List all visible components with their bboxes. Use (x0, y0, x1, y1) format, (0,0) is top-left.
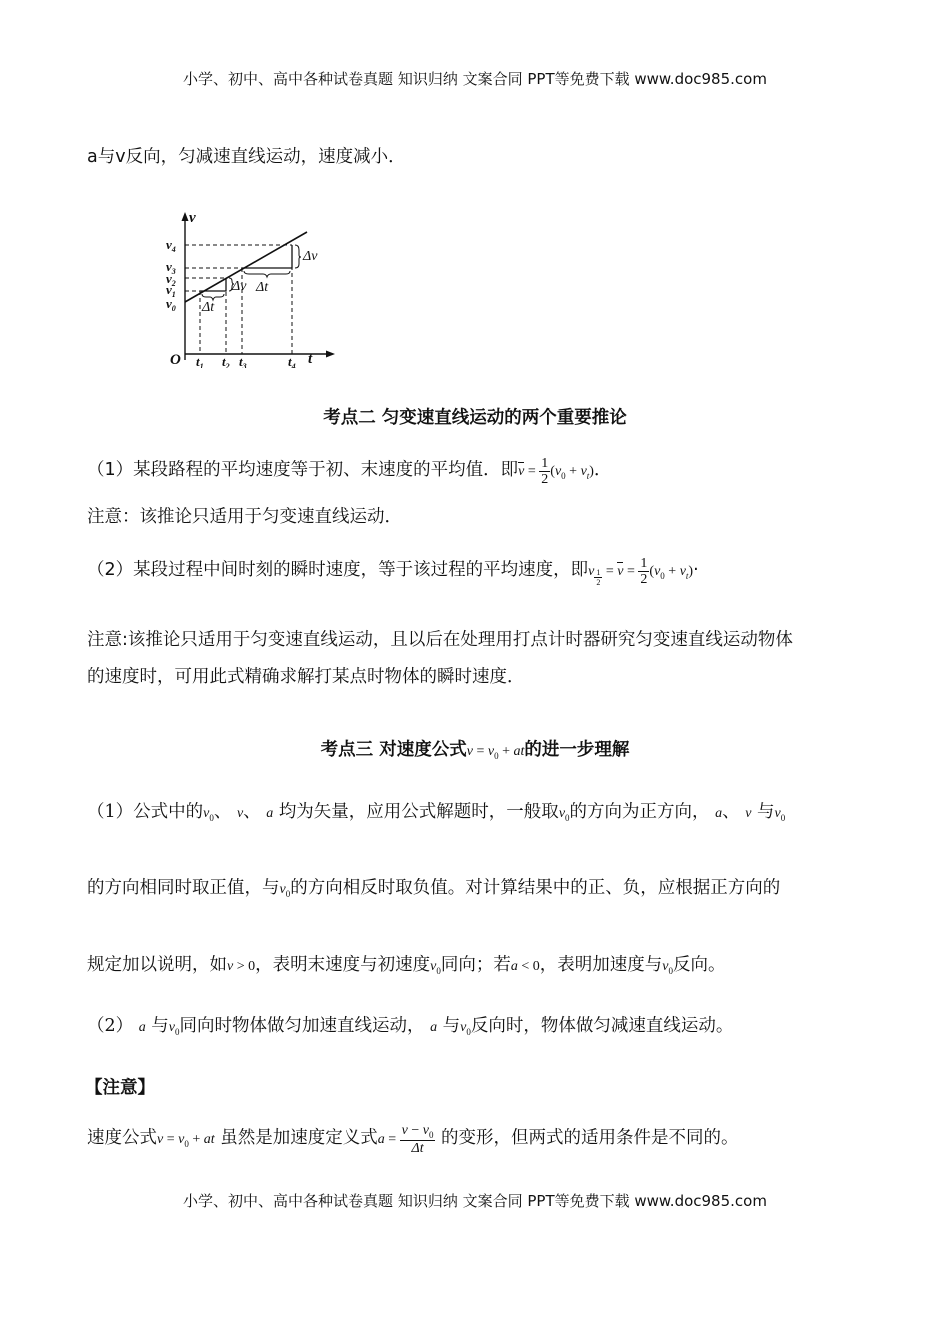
x-axis-arrow (326, 351, 335, 358)
y-axis-label: v (189, 210, 196, 226)
note-title: 【注意】 (85, 1078, 155, 1098)
t3-label: $t_3$ (239, 354, 247, 368)
v2-label: $v_2$ (166, 271, 176, 288)
t4-label: $t_4$ (288, 354, 296, 368)
x-axis-label: t (308, 351, 313, 367)
y-axis-arrow (182, 212, 189, 221)
section3-title: 考点三 对速度公式$v = v_0$ + at的进一步理解 (320, 740, 630, 761)
v4-label: $v_4$ (166, 237, 176, 254)
section2-p1: （1）某段路程的平均速度等于初、末速度的平均值．即v = $\frac{1}{2}$ $(v_0 + v_t)$． (87, 456, 612, 487)
section3-line4: （2） a 与$v_0$同向时物体做匀加速直线运动， a 与$v_0$反向时，物体做匀减速直线运动。 (87, 1016, 734, 1037)
section3-line2: 的方向相同时取正值，与$v_0$的方向相反时取负值。对计算结果中的正、负，应根据正方向的 (87, 878, 781, 899)
origin-label: O (170, 352, 181, 368)
formula-avg-velocity: v = $\frac{1}{2}$ $(v_0 + v_t)$ (518, 456, 594, 487)
section2-p2: （2）某段过程中间时刻的瞬时速度，等于该过程的平均速度，即v $\frac{1}{2}$ = v = $\frac{1}{2}$ $(v_0 + v_t)\cdot$ (87, 556, 699, 588)
note-text: 速度公式$v = v_0$ + at 虽然是加速度定义式a = $\frac{v - v_0}{\Delta t}$ 的变形，但两式的适用条件是不同的。 (87, 1123, 739, 1156)
page-footer: 小学、初中、高中各种试卷真题 知识归纳 文案合同 PPT等免费下载 www.doc985.com (183, 1192, 767, 1210)
page-header: 小学、初中、高中各种试卷真题 知识归纳 文案合同 PPT等免费下载 www.doc985.com (183, 70, 767, 88)
section2-title: 考点二 匀变速直线运动的两个重要推论 (323, 408, 627, 428)
v3-label: $v_3$ (166, 259, 176, 276)
t2-label: $t_2$ (222, 354, 230, 368)
section3-line3: 规定加以说明，如v > 0，表明末速度与初速度$v_0$同向；若a < 0，表明加速度与$v_0$反向。 (87, 955, 726, 976)
section2-note1: 注意：该推论只适用于匀变速直线运动． (87, 507, 402, 527)
section3-line1: （1）公式中的$v_0$、 v、 a 均为矢量，应用公式解题时，一般取$v_0$的方向为正方向， a、 v 与$v_0$ (87, 802, 786, 823)
dv-big-brace (295, 245, 301, 268)
velocity-time-graph (160, 208, 340, 368)
v0-label: $v_0$ (166, 296, 176, 313)
intro-text: a与v反向，匀减速直线运动，速度减小． (87, 147, 406, 167)
dt-big-brace (244, 271, 290, 277)
dt-big-label: Δt (256, 280, 269, 295)
formula-mid-velocity: v $\frac{1}{2}$ = v = $\frac{1}{2}$ $(v_0 + v_t)$ (588, 556, 694, 588)
section2-note2-line1: 注意:该推论只适用于匀变速直线运动，且以后在处理用打点计时器研究匀变速直线运动物体 (87, 630, 793, 650)
v1-label: $v_1$ (166, 282, 176, 299)
dv-small-label: Δv (232, 279, 247, 294)
dv-big-label: Δv (303, 249, 318, 264)
section2-note2-line2: 的速度时，可用此式精确求解打某点时物体的瞬时速度． (87, 667, 525, 687)
t1-label: $t_1$ (196, 354, 204, 368)
formula-velocity: $v = v_0$ + at (466, 744, 525, 761)
dt-small-label: Δt (202, 300, 215, 315)
